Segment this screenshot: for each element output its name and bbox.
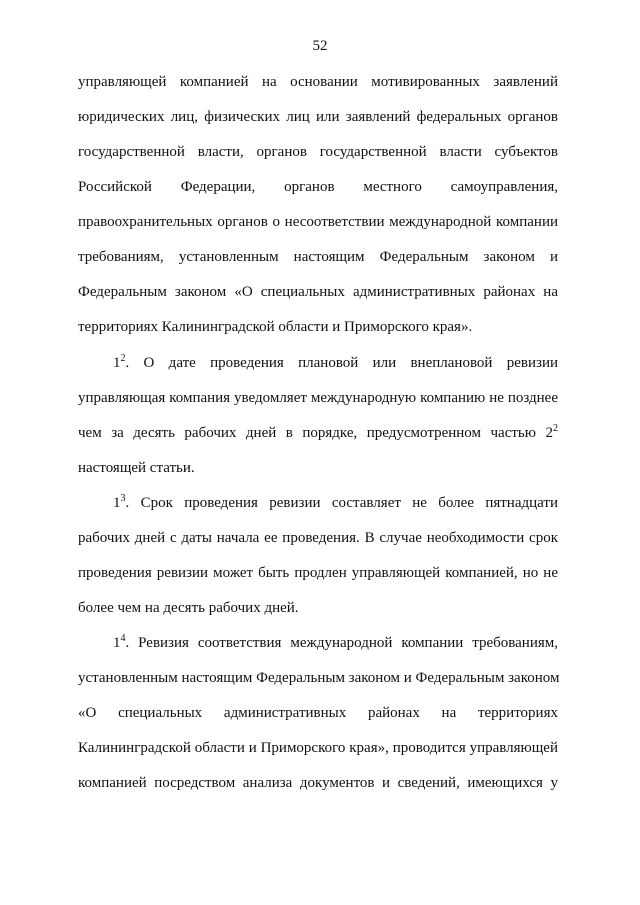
text-line: Калининградской области и Приморского края», проводится управляющей: [78, 740, 558, 756]
text-line-content: . Ревизия соответствия международной компании требованиям,: [125, 635, 558, 651]
text-line: [78, 423, 558, 443]
page-number: 52: [312, 38, 328, 54]
paragraph-marker-superscript: 2: [120, 353, 126, 364]
text-line: [113, 353, 558, 373]
text-line: Российской Федерации, органов местного самоуправления,: [78, 179, 558, 195]
paragraph-marker: 1: [113, 635, 121, 651]
text-line-content: . О дате проведения плановой или внеплановой ревизии: [125, 355, 558, 371]
text-line: требованиям, установленным настоящим Федеральным законом и: [78, 249, 558, 265]
text-line: правоохранительных органов о несоответствии международной компании: [78, 214, 558, 230]
text-line: государственной власти, органов государственной власти субъектов: [78, 144, 558, 160]
text-line: «О специальных административных районах на территориях: [78, 705, 558, 721]
text-line: настоящей статьи.: [78, 460, 195, 476]
text-line: юридических лиц, физических лиц или заявлений федеральных органов: [78, 109, 558, 125]
inline-superscript: 2: [553, 423, 558, 434]
text-line-content: . Срок проведения ревизии составляет не более пятнадцати: [125, 495, 558, 511]
text-line: более чем на десять рабочих дней.: [78, 600, 299, 616]
text-line: управляющая компания уведомляет международную компанию не позднее: [78, 390, 558, 406]
text-line: [113, 493, 558, 513]
text-line: проведения ревизии может быть продлен управляющей компанией, но не: [78, 565, 558, 581]
paragraph-marker: 1: [113, 495, 121, 511]
text-line: установленным настоящим Федеральным законом и Федеральным законом: [78, 670, 560, 686]
paragraph-marker-superscript: 3: [120, 493, 126, 504]
text-line-content: чем за десять рабочих дней в порядке, предусмотренном частью 2: [78, 425, 553, 441]
text-line: территориях Калининградской области и Приморского края».: [78, 319, 473, 335]
text-line: [113, 633, 558, 653]
paragraph-marker: 1: [113, 355, 121, 371]
text-line: Федеральным законом «О специальных административных районах на: [78, 284, 558, 300]
text-line: компанией посредством анализа документов и сведений, имеющихся у: [78, 775, 558, 791]
paragraph-marker-superscript: 4: [120, 633, 126, 644]
text-line: рабочих дней с даты начала ее проведения. В случае необходимости срок: [78, 530, 558, 546]
text-line: управляющей компанией на основании мотивированных заявлений: [78, 74, 558, 90]
